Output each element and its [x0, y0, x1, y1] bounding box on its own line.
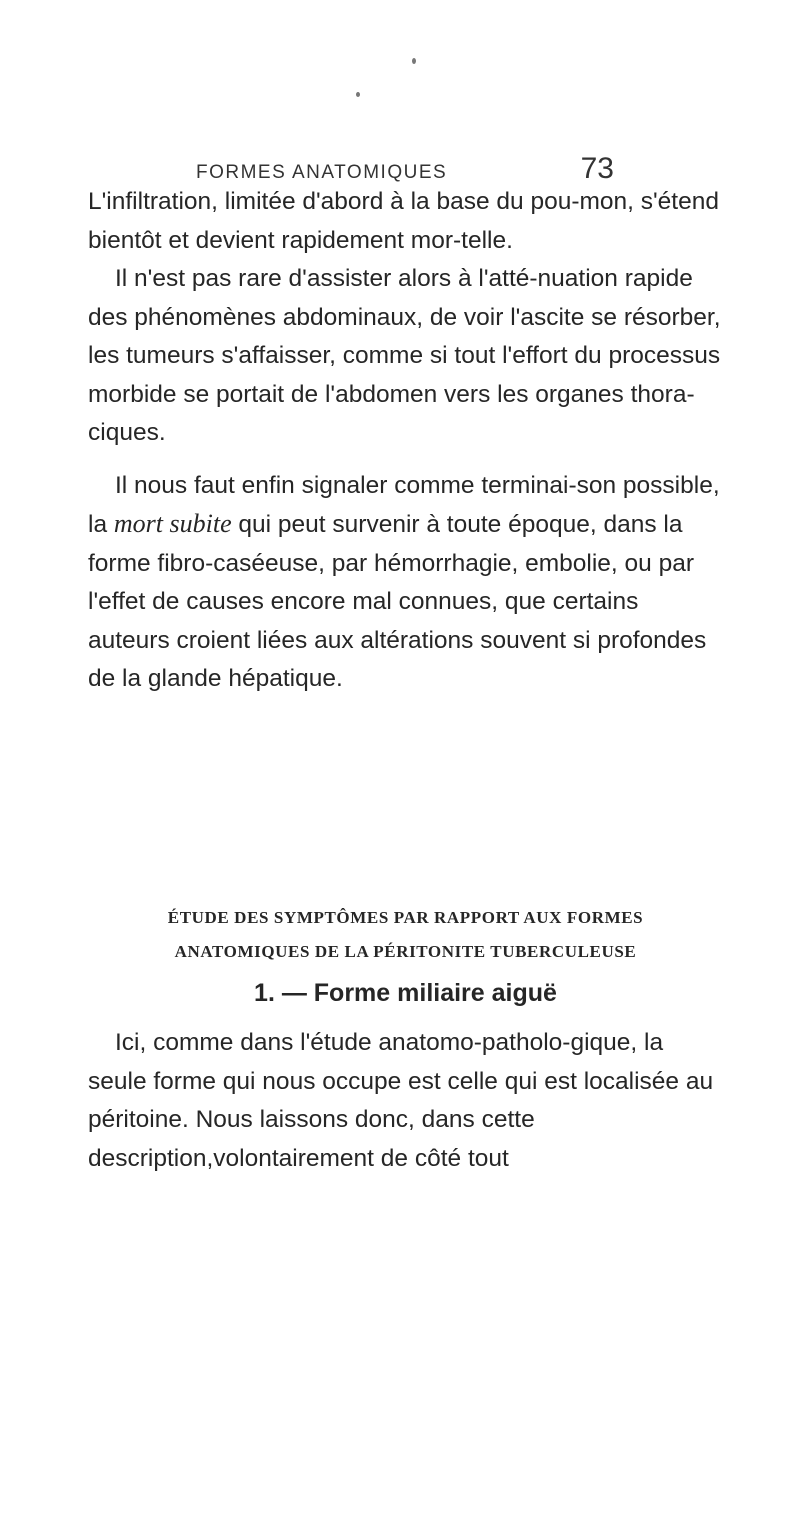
subsection-heading: 1. — Forme miliaire aiguë — [254, 979, 557, 1007]
section-heading-line: ANATOMIQUES DE LA PÉRITONITE TUBERCULEUSE — [174, 942, 637, 961]
page-number: 73 — [580, 152, 614, 185]
scan-speck — [356, 92, 360, 97]
running-title: FORMES ANATOMIQUES — [196, 162, 448, 183]
text-block-bottom — [88, 1024, 723, 1178]
paragraph-text: qui peut survenir à toute époque, dans la forme fibro-caséeuse, par hémorrhagie, embolie, ou par l'effet de causes encore mal connues, que certains auteurs croient liées aux altérations souvent si profondes de la glande hépatique. — [88, 511, 707, 692]
scan-speck — [412, 58, 416, 64]
emphasis-text: mort subite — [113, 509, 232, 538]
paragraph: L'infiltration, limitée d'abord à la base du pou-mon, s'étend bientôt et devient rapidement mor-telle. — [88, 188, 719, 254]
paragraph-text: Il nous faut enfin signaler comme terminai-son possible, la — [88, 471, 720, 538]
section-heading-line: ÉTUDE DES SYMPTÔMES PAR RAPPORT AUX FORMES — [167, 908, 644, 927]
paragraph: Il n'est pas rare d'assister alors à l'atté-nuation rapide des phénomènes abdominaux, de voir l'ascite se résorber, les tumeurs s'affaisser, comme si tout l'effort du processus morbide se portait de l'abdomen vers les organes thora-ciques. — [88, 265, 721, 446]
text-block-top — [88, 183, 723, 699]
paragraph: Ici, comme dans l'étude anatomo-patholo-gique, la seule forme qui nous occupe est celle qui est localisée au péritoine. Nous laissons donc, dans cette description,volontairement de côté tout — [88, 1029, 714, 1172]
paragraph — [88, 467, 723, 699]
